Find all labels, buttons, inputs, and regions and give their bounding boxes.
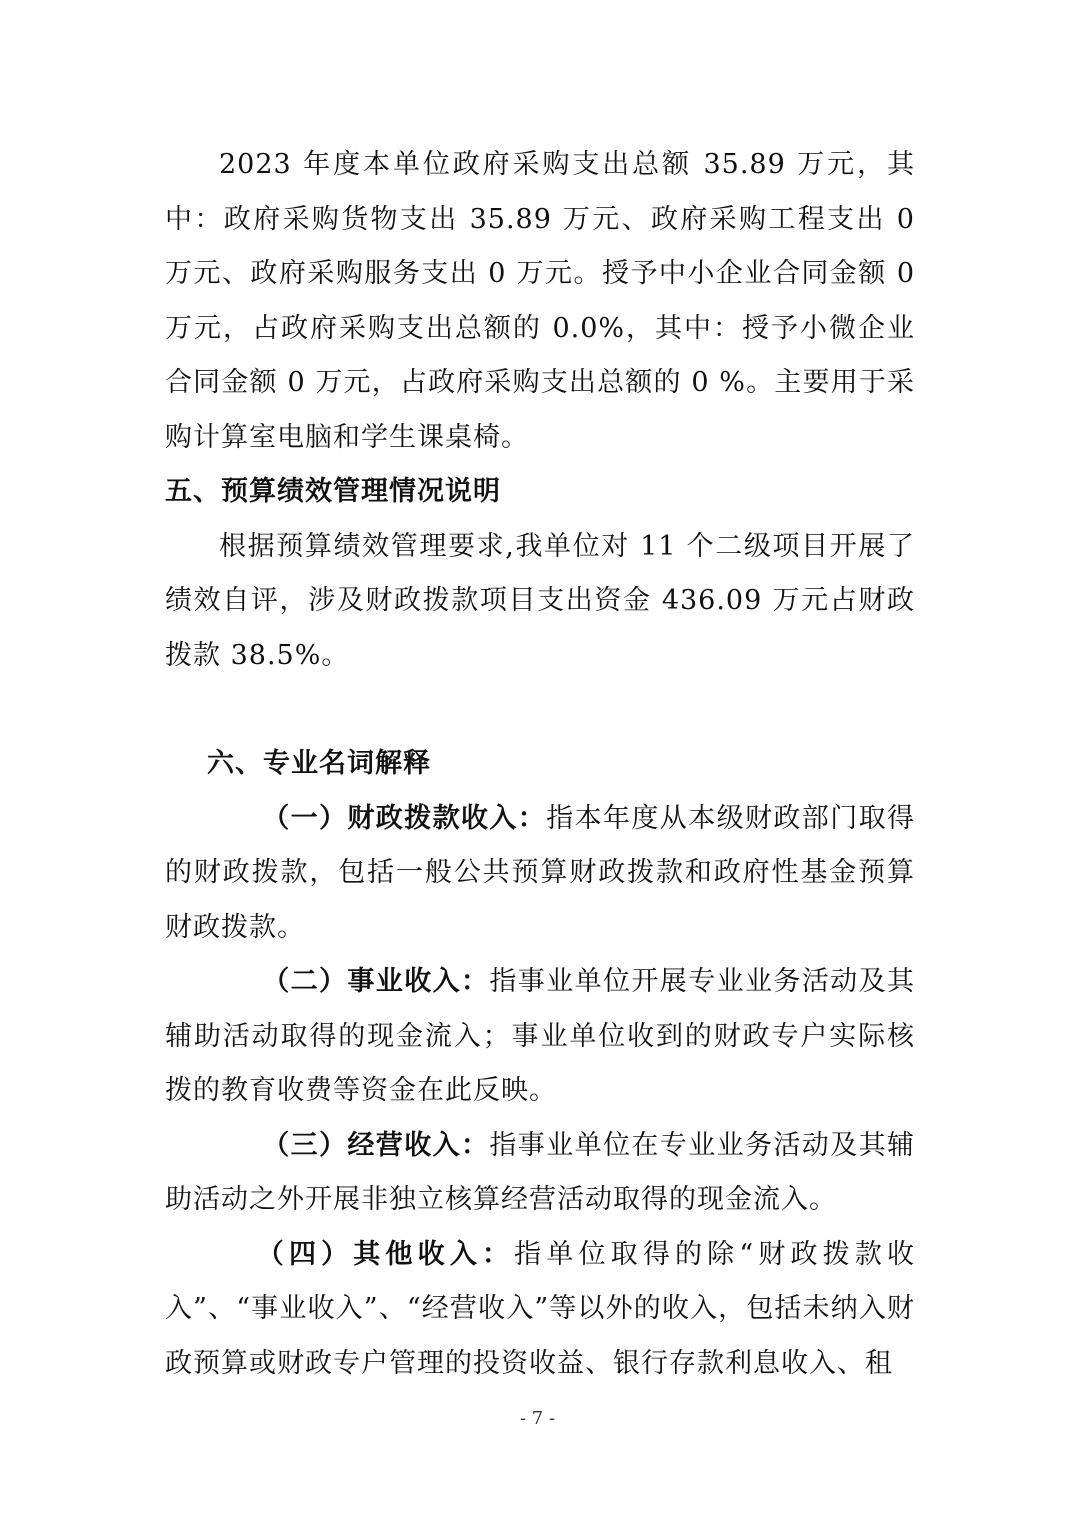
glossary-term: （三）经营收入： <box>262 1129 490 1161</box>
glossary-term: （四）其他收入： <box>256 1238 515 1270</box>
glossary-definition: 指事业单位开展专业业务活动及其辅助活动取得的现金流入；事业单位收到的财政专户实际核拨的教育收费等资金在此反映。 <box>165 966 916 1106</box>
glossary-term: （一）财政拨款收入： <box>262 802 547 834</box>
glossary-term: （二）事业收入： <box>262 966 490 997</box>
document-body <box>165 138 915 1391</box>
section-heading-performance: 五、预算绩效管理情况说明 <box>165 476 501 507</box>
glossary-item-fiscal-appropriation <box>165 792 915 956</box>
glossary-definition: 指事业单位在专业业务活动及其辅助活动之外开展非独立核算经营活动取得的现金流入。 <box>165 1129 916 1215</box>
performance-paragraph: 根据预算绩效管理要求,我单位对 11 个二级项目开展了绩效自评，涉及财政拨款项目支出资金 436.09 万元占财政拨款 38.5%。 <box>165 530 915 671</box>
glossary-item-other-income <box>165 1228 915 1392</box>
glossary-item-operating-income <box>165 1119 915 1228</box>
procurement-paragraph: 2023 年度本单位政府采购支出总额 35.89 万元，其中：政府采购货物支出 35.89 万元、政府采购工程支出 0 万元、政府采购服务支出 0 万元。授予中小企业合同金额 0 万元，占政府采购支出总额的 0.0%，其中：授予小微企业合同金额 0 万元，占政府采购支出总额的 0 %。主要用于采购计算室电脑和学生课桌椅。 <box>165 149 915 453</box>
glossary-definition: 指单位取得的除“财政拨款收入”、“事业收入”、“经营收入”等以外的收入，包括未纳入财政预算或财政专户管理的投资收益、银行存款利息收入、租 <box>165 1238 915 1379</box>
glossary-definition: 指本年度从本级财政部门取得的财政拨款，包括一般公共预算财政拨款和政府性基金预算财政拨款。 <box>165 802 916 943</box>
section-heading-glossary: 六、专业名词解释 <box>207 748 431 779</box>
glossary-item-business-income <box>165 955 915 1119</box>
page-number: - 7 - <box>519 1408 556 1429</box>
